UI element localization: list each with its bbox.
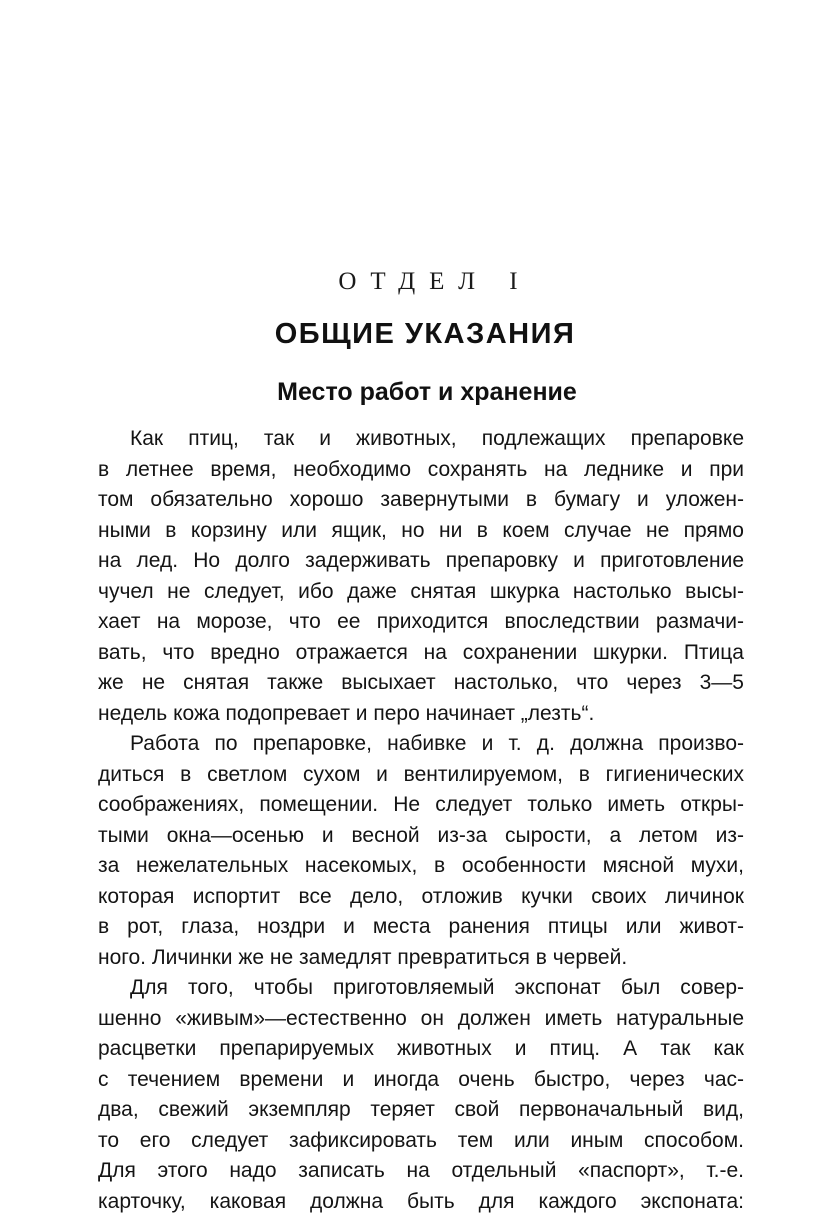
paragraph-1-line: чучел не следует, ибо даже снятая шкурка настолько высы-: [98, 577, 744, 608]
paragraph-3-line: с течением времени и иногда очень быстро, через час-: [98, 1065, 744, 1096]
paragraph-2-line: соображениях, помещении. Не следует только иметь откры-: [98, 790, 744, 821]
paragraph-2-line: Работа по препаровке, набивке и т. д. должна произво-: [98, 729, 744, 760]
paragraph-2-line: в рот, глаза, ноздри и места ранения птицы или живот-: [98, 912, 744, 943]
chapter-title: ОБЩИЕ УКАЗАНИЯ: [0, 318, 840, 351]
paragraph-3-line: два, свежий экземпляр теряет свой первоначальный вид,: [98, 1095, 744, 1126]
paragraph-2-line: диться в светлом сухом и вентилируемом, в гигиенических: [98, 760, 744, 791]
paragraph-2-line: которая испортит все дело, отложив кучки своих личинок: [98, 882, 744, 913]
paragraph-2-line: за нежелательных насекомых, в особенности мясной мухи,: [98, 851, 744, 882]
paragraph-1-line: ными в корзину или ящик, но ни в коем случае не прямо: [98, 516, 744, 547]
paragraph-1-line: Как птиц, так и животных, подлежащих препаровке: [98, 424, 744, 455]
section-subtitle: Место работ и хранение: [0, 378, 840, 407]
paragraph-1-line: вать, что вредно отражается на сохранении шкурки. Птица: [98, 638, 744, 669]
paragraph-2-line: ного. Личинки же не замедлят превратиться в червей.: [98, 943, 744, 974]
paragraph-3-line: шенно «живым»—естественно он должен иметь натуральные: [98, 1004, 744, 1035]
section-label: ОТДЕЛ I: [0, 268, 840, 296]
paragraph-1-line: на лед. Но долго задерживать препаровку и приготовление: [98, 546, 744, 577]
paragraph-3-line: расцветки препарируемых животных и птиц. А так как: [98, 1034, 744, 1065]
paragraph-3-line: Для этого надо записать на отдельный «паспорт», т.-е.: [98, 1156, 744, 1187]
paragraph-1-line: же не снятая также высыхает настолько, что через 3—5: [98, 668, 744, 699]
paragraph-1-line: недель кожа подопревает и перо начинает „лезть“.: [98, 699, 744, 730]
paragraph-2-line: тыми окна—осенью и весной из-за сырости, а летом из-: [98, 821, 744, 852]
paragraph-3-line: карточку, каковая должна быть для каждого экспоната:: [98, 1187, 744, 1217]
paragraph-3-line: то его следует зафиксировать тем или иным способом.: [98, 1126, 744, 1157]
body-text: [98, 424, 744, 1217]
paragraph-1-line: в летнее время, необходимо сохранять на леднике и при: [98, 455, 744, 486]
paragraph-1-line: хает на морозе, что ее приходится впоследствии размачи-: [98, 607, 744, 638]
paragraph-1-line: том обязательно хорошо завернутыми в бумагу и уложен-: [98, 485, 744, 516]
paragraph-3-line: Для того, чтобы приготовляемый экспонат был совер-: [98, 973, 744, 1004]
